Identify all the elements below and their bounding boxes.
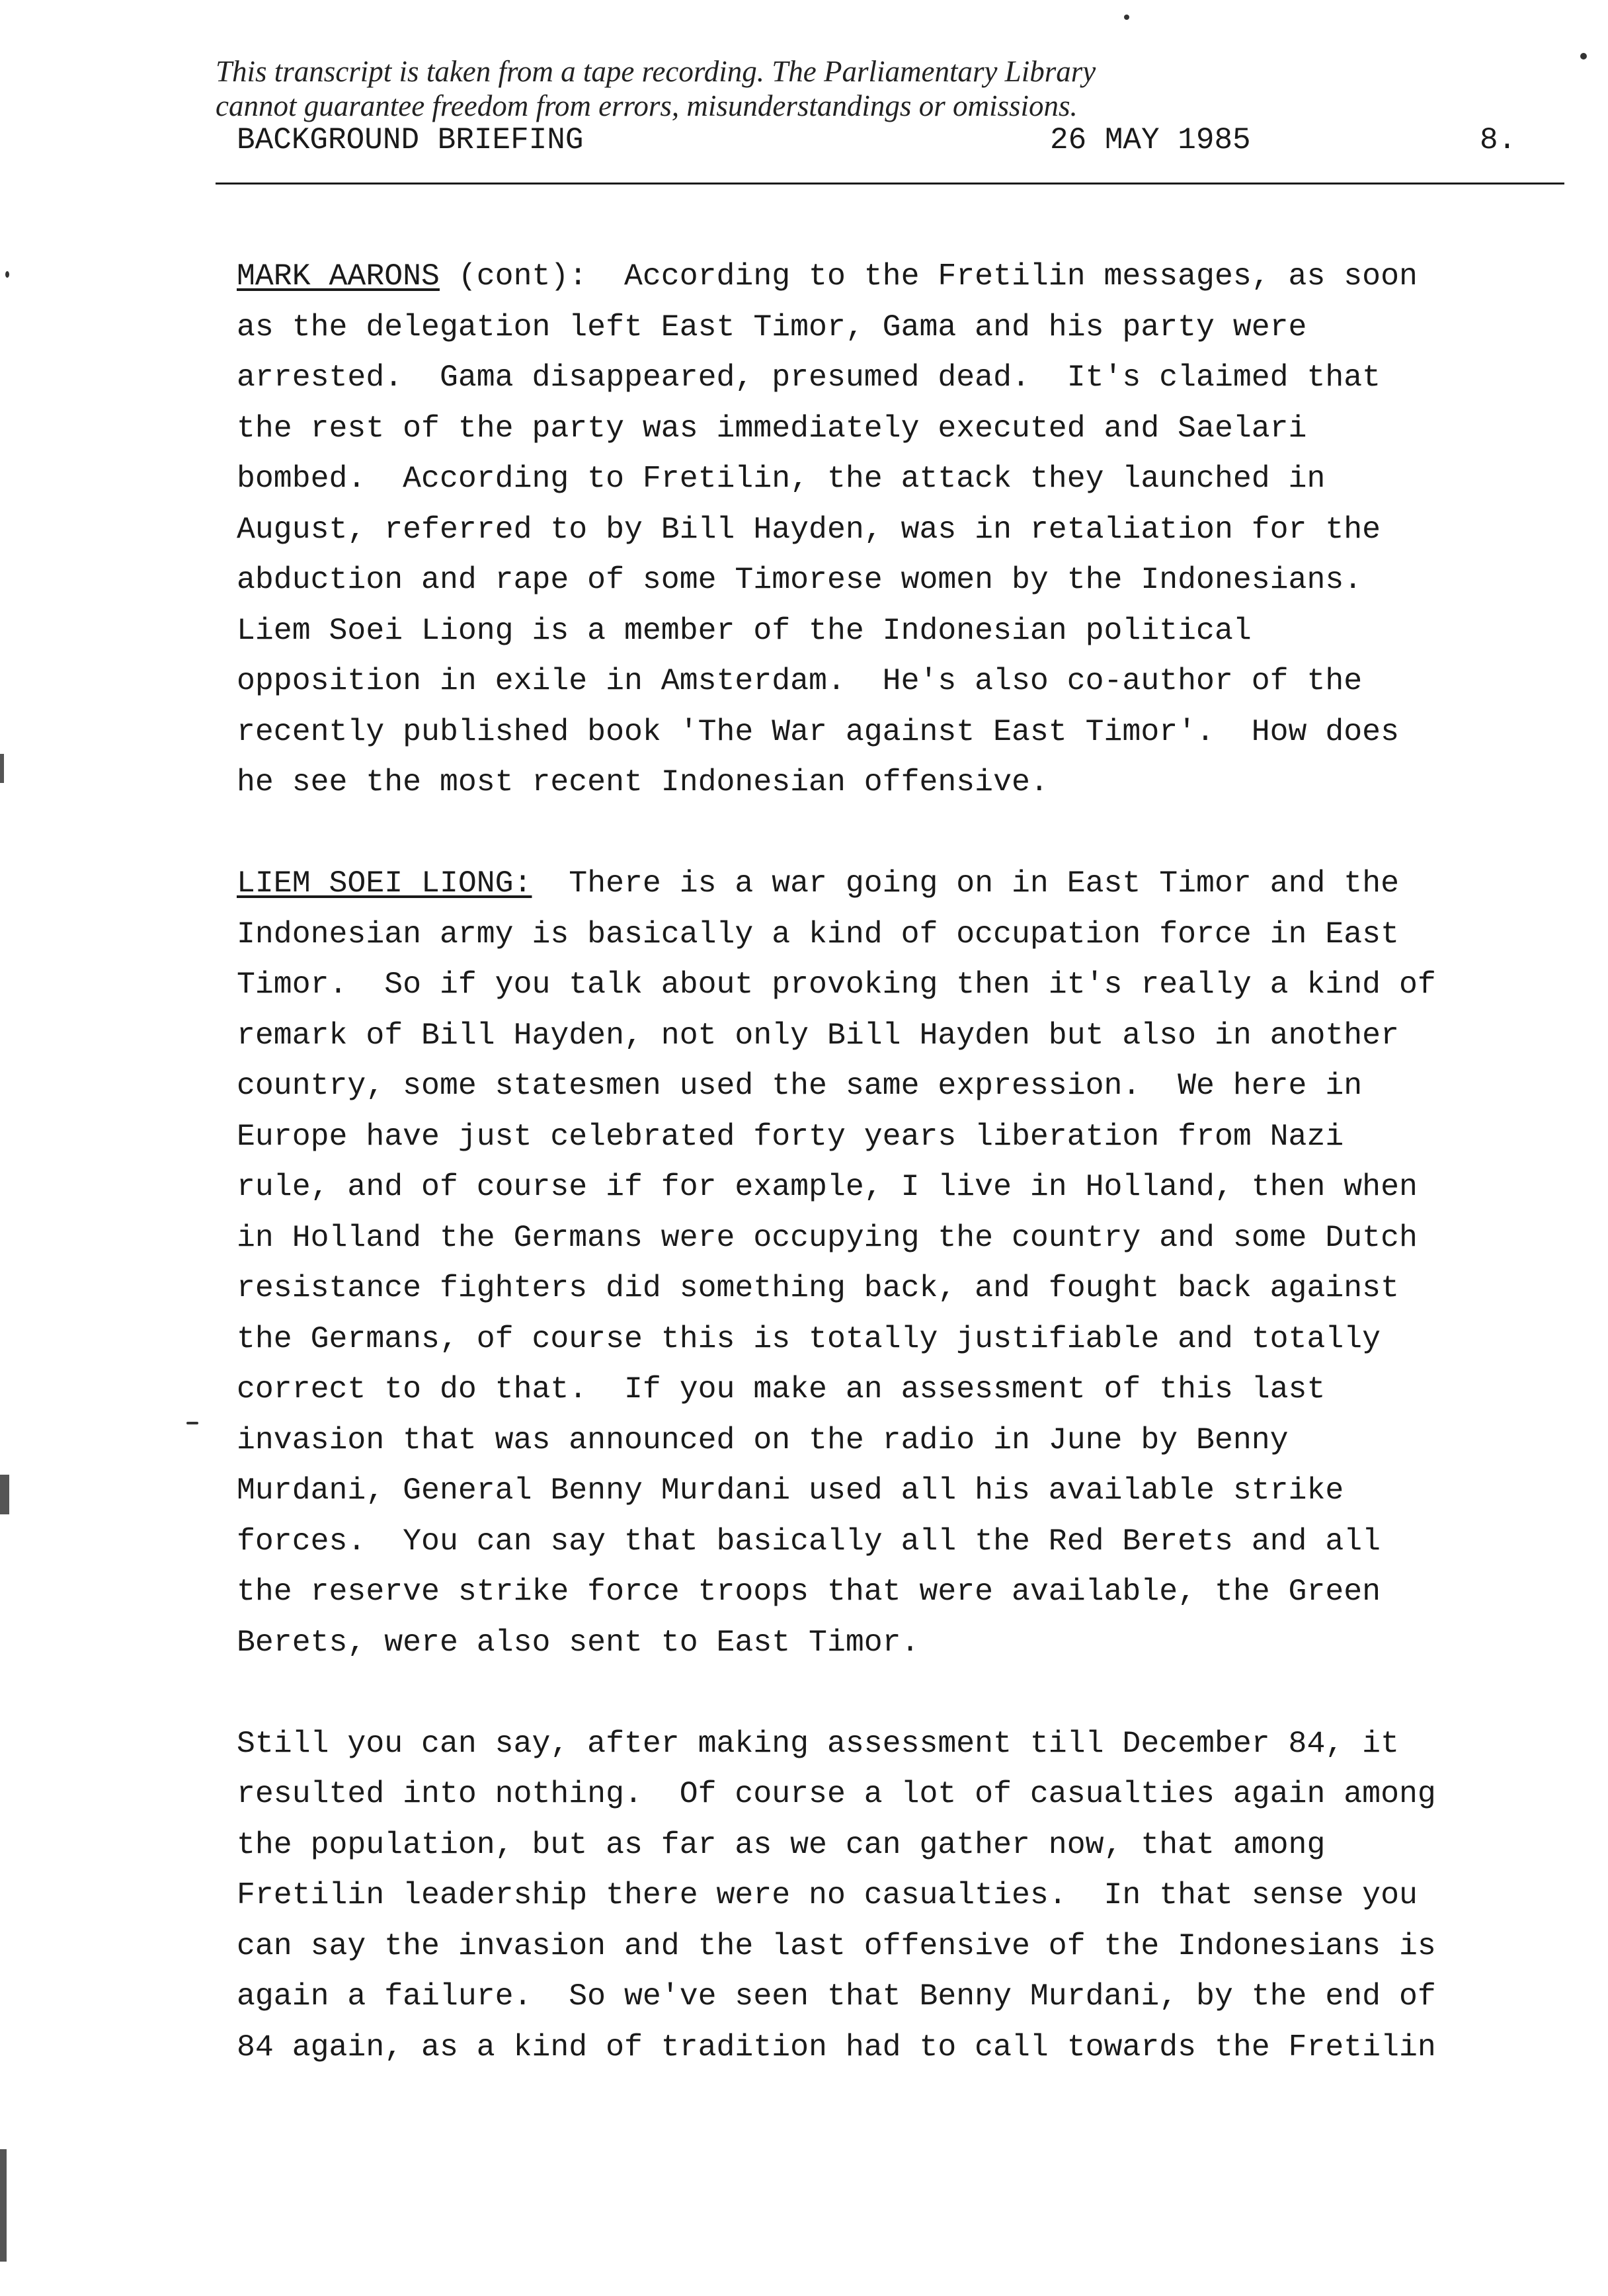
text-line: opposition in exile in Amsterdam. He's also co-author of the xyxy=(237,663,1363,698)
text-line: correct to do that. If you make an assessment of this last xyxy=(237,1372,1326,1407)
text-line: the Germans, of course this is totally justifiable and totally xyxy=(237,1321,1381,1356)
program-title: BACKGROUND BRIEFING xyxy=(237,123,584,157)
disclaimer-line-2: cannot guarantee freedom from errors, misunderstandings or omissions. xyxy=(216,89,1078,122)
paragraph-liem-continued xyxy=(237,1719,1592,2073)
transcript-body xyxy=(237,251,1592,2123)
scan-edge-mark xyxy=(0,1475,9,1514)
page-header xyxy=(237,120,1517,160)
text-line: invasion that was announced on the radio in June by Benny xyxy=(237,1422,1289,1457)
text-line: as the delegation left East Timor, Gama and his party were xyxy=(237,309,1307,345)
text-line: Berets, were also sent to East Timor. xyxy=(237,1624,920,1660)
scan-speck xyxy=(1124,15,1129,20)
text-line: again a failure. So we've seen that Benny Murdani, by the end of xyxy=(237,1979,1436,2014)
text-line: Murdani, General Benny Murdani used all his available strike xyxy=(237,1473,1344,1508)
text-line: Europe have just celebrated forty years liberation from Nazi xyxy=(237,1118,1344,1154)
scan-speck xyxy=(1580,53,1587,60)
text-line: abduction and rape of some Timorese women by the Indonesians. xyxy=(237,562,1363,597)
speaker-name: MARK AARONS xyxy=(237,259,440,294)
text-line: Timor. So if you talk about provoking then it's really a kind of xyxy=(237,967,1436,1002)
text-line: resulted into nothing. Of course a lot of casualties again among xyxy=(237,1776,1436,1811)
text-line: August, referred to by Bill Hayden, was in retaliation for the xyxy=(237,511,1381,547)
text-line: forces. You can say that basically all the Red Berets and all xyxy=(237,1523,1381,1559)
scan-edge-mark xyxy=(0,754,4,783)
page-number: 8. xyxy=(1480,123,1517,157)
paragraph-liem xyxy=(237,858,1592,1668)
broadcast-date: 26 MAY 1985 xyxy=(1050,123,1251,157)
text-line: in Holland the Germans were occupying the country and some Dutch xyxy=(237,1219,1418,1255)
text-line: 84 again, as a kind of tradition had to call towards the Fretilin xyxy=(237,2029,1436,2065)
text-line: remark of Bill Hayden, not only Bill Hayden but also in another xyxy=(237,1017,1399,1053)
text-line: can say the invasion and the last offensive of the Indonesians is xyxy=(237,1928,1436,1963)
paragraph-first-line xyxy=(237,251,1592,302)
paragraph-aarons xyxy=(237,251,1592,808)
header-divider xyxy=(216,183,1564,184)
text-line: arrested. Gama disappeared, presumed dead. It's claimed that xyxy=(237,360,1381,395)
text-line: the reserve strike force troops that were available, the Green xyxy=(237,1574,1381,1609)
text-line: resistance fighters did something back, and fought back against xyxy=(237,1270,1399,1305)
paragraph-lead: There is a war going on in East Timor and the xyxy=(532,866,1399,901)
text-line: he see the most recent Indonesian offensive. xyxy=(237,764,1049,800)
speaker-name: LIEM SOEI LIONG: xyxy=(237,866,532,901)
text-line: Indonesian army is basically a kind of occupation force in East xyxy=(237,916,1399,952)
disclaimer-line-1: This transcript is taken from a tape recording. The Parliamentary Library xyxy=(216,55,1096,88)
scan-speck xyxy=(5,271,9,278)
paragraph-first-line: Still you can say, after making assessment till December 84, it xyxy=(237,1725,1399,1761)
text-line: Liem Soei Liong is a member of the Indonesian political xyxy=(237,612,1252,648)
text-line: bombed. According to Fretilin, the attack they launched in xyxy=(237,461,1326,496)
transcript-disclaimer xyxy=(216,54,1538,123)
text-line: the rest of the party was immediately executed and Saelari xyxy=(237,410,1307,446)
paragraph-first-line xyxy=(237,858,1592,909)
scan-edge-mark xyxy=(0,2149,7,2262)
text-line: the population, but as far as we can gather now, that among xyxy=(237,1826,1326,1862)
text-line: Fretilin leadership there were no casualties. In that sense you xyxy=(237,1877,1418,1912)
text-line: rule, and of course if for example, I live in Holland, then when xyxy=(237,1169,1418,1204)
text-line: country, some statesmen used the same expression. We here in xyxy=(237,1068,1363,1103)
scan-speck xyxy=(186,1422,198,1424)
paragraph-lead: (cont): According to the Fretilin messages, as soon xyxy=(439,259,1418,294)
text-line: recently published book 'The War against East Timor'. How does xyxy=(237,714,1399,749)
